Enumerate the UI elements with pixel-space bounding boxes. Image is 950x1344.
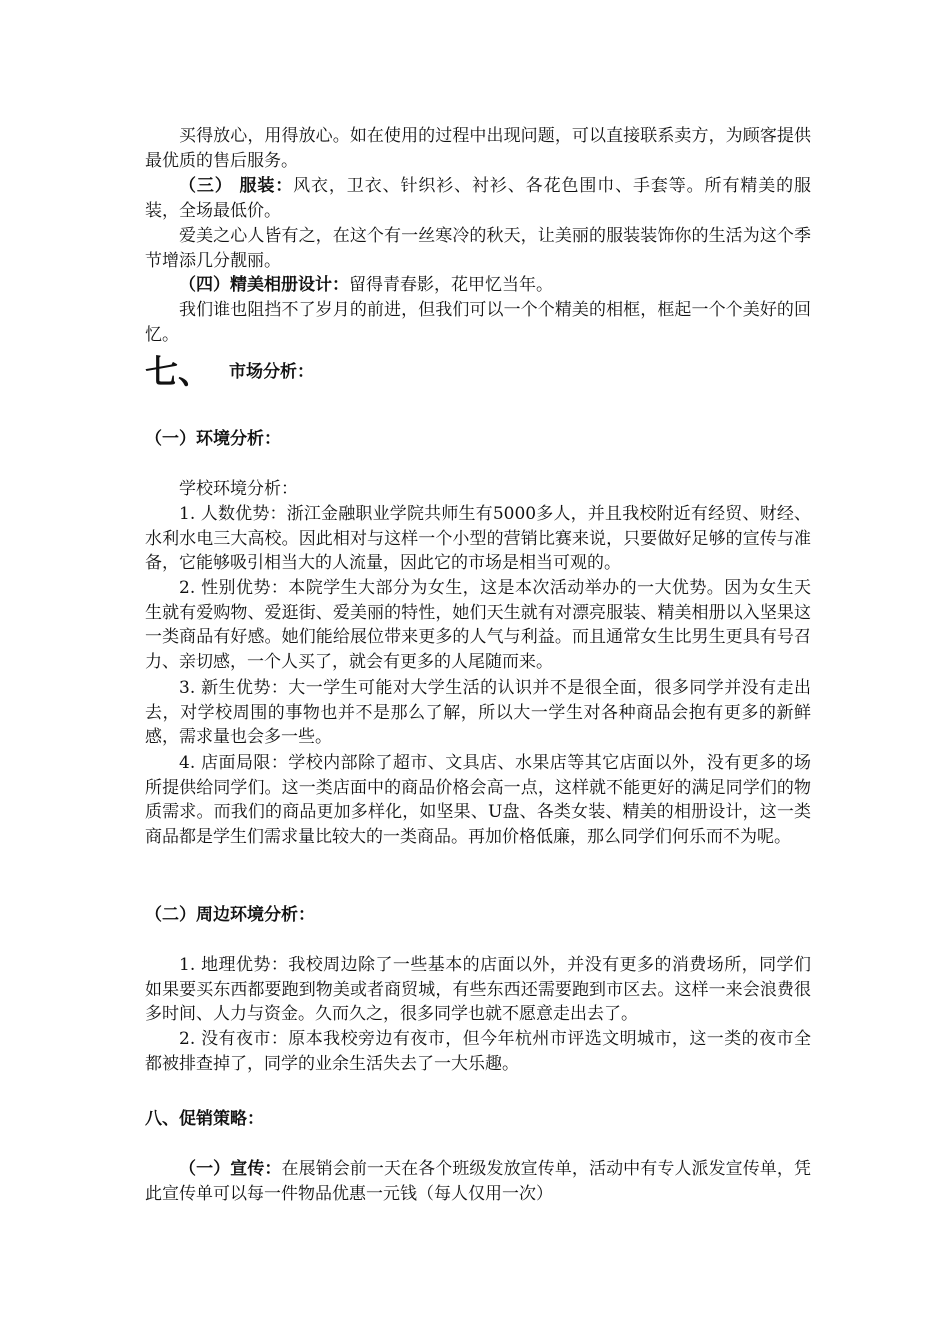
clothing-heading: （三） 服装： xyxy=(179,176,294,196)
section-8-heading: 八、促销策略： xyxy=(145,1109,264,1129)
section-7-heading xyxy=(145,352,314,392)
list-item: 2. 没有夜市：原本我校旁边有夜市，但今年杭州市评选文明城市，这一类的夜市全都被排查掉了，同学的业余生活失去了一大乐趣。 xyxy=(145,1029,811,1074)
promotion-heading: （一）宣传： xyxy=(179,1159,282,1179)
album-text: 留得青春影，花甲忆当年。 xyxy=(349,275,553,295)
surrounding-analysis-heading: （二）周边环境分析： xyxy=(145,905,315,925)
list-item: 2. 性别优势：本院学生大部分为女生，这是本次活动举办的一大优势。因为女生天生就有爱购物、爱逛街、爱美丽的特性，她们天生就有对漂亮服装、精美相册以入坚果这一类商品有好感。她们能给展位带来更多的人气与利益。而且通常女生比男生更具有号召力、亲切感，一个人买了，就会有更多的人尾随而来。 xyxy=(145,578,811,672)
promotion-text: 在展销会前一天在各个班级发放宣传单，活动中有专人派发宣传单，凭此宣传单可以每一件物品优惠一元钱（每人仅用一次） xyxy=(145,1159,811,1204)
clothing-text: 风衣，卫衣、针织衫、衬衫、各花色围巾、手套等。所有精美的服装，全场最低价。 xyxy=(145,176,812,221)
list-item: 4. 店面局限：学校内部除了超市、文具店、水果店等其它店面以外，没有更多的场所提供给同学们。这一类店面中的商品价格会高一点，这样就不能更好的满足同学们的物质需求。而我们的商品更加多样化，如坚果、U盘、各类女装、精美的相册设计，这一类商品都是学生们需求量比较大的一类商品。再加价格低廉，那么同学们何乐而不为呢。 xyxy=(145,753,811,847)
paragraph-memories: 我们谁也阻挡不了岁月的前进，但我们可以一个个精美的相框，框起一个个美好的回忆。 xyxy=(145,300,811,345)
paragraph-promotion xyxy=(145,1157,811,1206)
school-environment-intro: 学校环境分析： xyxy=(179,479,298,499)
paragraph-after-sales: 买得放心，用得放心。如在使用的过程中出现问题，可以直接联系卖方，为顾客提供最优质的售后服务。 xyxy=(145,126,811,171)
paragraph-album xyxy=(145,273,811,298)
list-item: 1. 人数优势：浙江金融职业学院共师生有5000多人，并且我校附近有经贸、财经、水利水电三大高校。因此相对与这样一个小型的营销比赛来说，只要做好足够的宣传与准备，它能够吸引相当大的人流量，因此它的市场是相当可观的。 xyxy=(145,504,811,573)
section-7-title: 市场分析： xyxy=(229,361,314,382)
paragraph-clothing xyxy=(145,174,811,223)
album-heading: （四）精美相册设计： xyxy=(179,275,349,295)
paragraph-beauty: 爱美之心人皆有之，在这个有一丝寒冷的秋天，让美丽的服装装饰你的生活为这个季节增添几分靓丽。 xyxy=(145,226,811,271)
section-7-number: 七、 xyxy=(145,352,211,391)
list-item: 3. 新生优势：大一学生可能对大学生活的认识并不是很全面，很多同学并没有走出去，对学校周围的事物也并不是那么了解，所以大一学生对各种商品会抱有更多的新鲜感，需求量也会多一些。 xyxy=(145,678,811,747)
list-item: 1. 地理优势：我校周边除了一些基本的店面以外，并没有更多的消费场所，同学们如果要买东西都要跑到物美或者商贸城，有些东西还需要跑到市区去。这样一来会浪费很多时间、人力与资金。久而久之，很多同学也就不愿意走出去了。 xyxy=(145,955,811,1024)
environment-analysis-heading: （一）环境分析： xyxy=(145,429,281,449)
